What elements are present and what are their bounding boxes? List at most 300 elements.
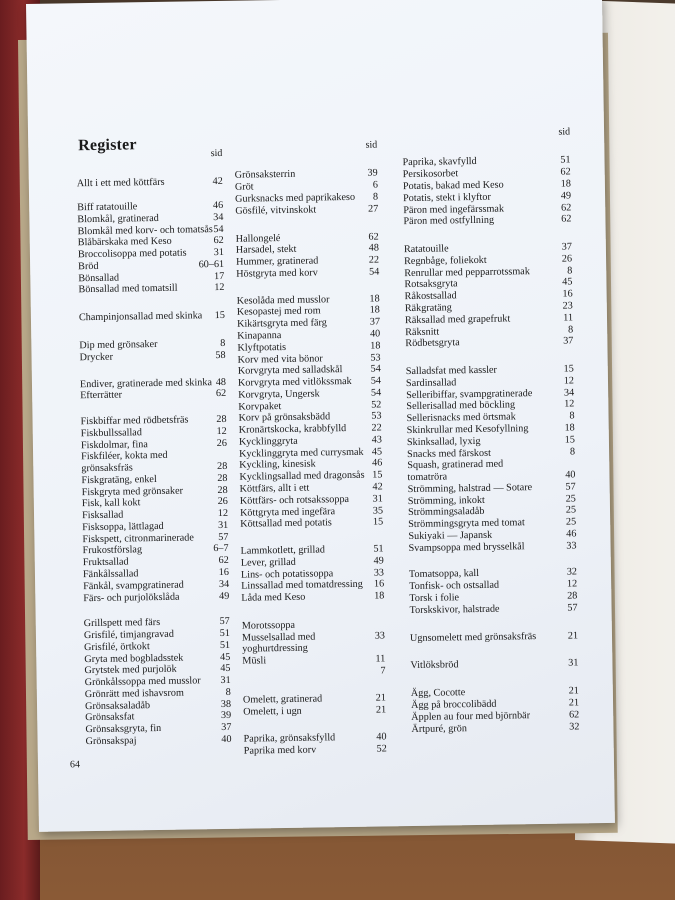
entry-title: Selleribiffar, svampgratinerade — [406, 387, 533, 401]
index-entry — [81, 496, 228, 510]
index-entry — [408, 516, 577, 531]
entry-page-number: 22 — [368, 254, 380, 266]
entry-page-number: 46 — [566, 528, 577, 540]
entry-title: Harsadel, stekt — [235, 244, 297, 257]
entry-title: Bröd — [78, 260, 99, 273]
entry-page-number: 54 — [213, 223, 224, 235]
index-entry — [84, 639, 231, 653]
index-entry — [406, 410, 575, 425]
entry-title: Hummer, gratinerad — [235, 255, 319, 268]
index-entry — [237, 340, 381, 354]
entry-page-number: 28 — [217, 472, 228, 484]
entry-page-number: 18 — [370, 340, 381, 352]
entry-title: Tomatsoppa, kall — [408, 568, 480, 581]
entry-title: Lins- och potatissoppa — [240, 567, 334, 581]
entry-title: Räksnitt — [405, 326, 440, 338]
entry-title: Sellerisnacks med örtsmak — [406, 411, 516, 425]
entry-page-number: 40 — [565, 469, 576, 481]
entry-page-number: 28 — [216, 413, 227, 426]
entry-title: Gröt — [234, 181, 254, 193]
entry-title: Korvgryta med salladskål — [237, 364, 343, 377]
entry-title: Squash, gratinerad med — [407, 458, 504, 472]
entry-page-number: 22 — [371, 422, 382, 434]
entry-title: Grönsaksfat — [85, 711, 135, 724]
index-entry — [407, 504, 577, 519]
entry-page-number: 12 — [563, 375, 575, 387]
index-entry — [240, 555, 384, 569]
entry-title: Fänkål, svampgratinerad — [83, 579, 184, 592]
entry-page-number: 6 — [372, 179, 378, 191]
index-entry — [410, 685, 579, 700]
entry-page-number: 42 — [372, 481, 383, 493]
entry-title: Kronärtskocka, krabbfylld — [238, 423, 347, 436]
entry-title: Sellerisallad med böckling — [406, 399, 516, 413]
entry-page-number: 33 — [374, 630, 386, 642]
entry-page-number: 15 — [372, 469, 383, 481]
entry-title: Ratatouille — [403, 243, 449, 256]
index-entry — [78, 310, 226, 324]
index-entry — [404, 300, 573, 315]
entry-title: Kycklingsallad med dragonsås — [239, 469, 365, 483]
index-entry — [84, 674, 231, 689]
page-title: Register — [78, 136, 137, 155]
entry-page-number: 37 — [561, 241, 572, 253]
index-entry — [408, 566, 578, 581]
entry-title: Grönsaksaladåb — [84, 699, 151, 712]
index-entry — [77, 199, 224, 214]
entry-title: Korv på grönsaksbädd — [238, 411, 331, 425]
entry-title: Grönsaksgryta, fin — [85, 723, 162, 736]
entry-title: grönsaksfräs — [81, 462, 133, 475]
entry-page-number: 57 — [219, 616, 230, 628]
index-entry — [406, 422, 575, 437]
entry-title: Endiver, gratinerade med skinka — [79, 376, 213, 390]
entry-page-number: 28 — [217, 460, 228, 473]
index-entry — [242, 643, 385, 656]
sid-label: sid — [210, 147, 223, 160]
entry-title: Bönsallad — [78, 272, 120, 284]
entry-page-number: 51 — [219, 627, 230, 640]
entry-page-number: 46 — [212, 199, 224, 212]
index-entry — [239, 481, 383, 495]
entry-page-number: 46 — [371, 457, 383, 470]
entry-page-number: 58 — [215, 349, 226, 361]
entry-title: Omelett, gratinerad — [242, 693, 323, 706]
entry-title: Renrullar med pepparrotssmak — [404, 265, 530, 279]
index-entry — [235, 242, 379, 257]
index-entry — [402, 178, 571, 193]
entry-page-number: 34 — [213, 211, 224, 223]
entry-page-number: 7 — [380, 665, 386, 677]
entry-title: Korvpaket — [238, 400, 282, 413]
entry-page-number: 54 — [370, 375, 382, 387]
entry-page-number: 8 — [567, 265, 573, 277]
entry-title: Bönsallad med tomatsill — [78, 283, 178, 296]
entry-title: Müsli — [242, 655, 267, 667]
entry-page-number: 21 — [568, 685, 579, 697]
index-entry — [410, 657, 579, 672]
entry-title: Grisfilé, timjangravad — [83, 628, 174, 642]
index-entry — [237, 363, 381, 377]
entry-page-number: 62 — [560, 166, 571, 178]
entry-title: Champinjonsallad med skinka — [78, 310, 203, 324]
entry-page-number: 33 — [566, 540, 577, 552]
index-entry — [241, 590, 385, 604]
entry-page-number: 62 — [568, 709, 580, 721]
register-page — [26, 0, 615, 832]
entry-title: Grillspett med färs — [83, 617, 161, 630]
entry-title: Potatis, stekt i klyftor — [403, 191, 491, 204]
entry-title: Gryta med bogbladsstek — [84, 652, 184, 665]
entry-page-number: 18 — [369, 304, 380, 317]
entry-page-number: 42 — [212, 176, 223, 188]
entry-title: Potatis, bakad med Keso — [402, 179, 504, 193]
entry-title: Dip med grönsaker — [79, 339, 158, 352]
entry-page-number: 21 — [568, 697, 580, 709]
entry-page-number: 31 — [372, 493, 383, 505]
index-entry — [84, 686, 231, 701]
index-entry — [236, 266, 380, 280]
entry-title: Fiskdolmar, fina — [80, 438, 148, 451]
entry-title: Päron med ostfyllning — [403, 214, 495, 228]
entry-page-number: 15 — [563, 363, 574, 375]
entry-title: Höstgryta med korv — [236, 267, 318, 280]
index-entry — [238, 410, 382, 425]
entry-title: Fänkålssallad — [82, 568, 139, 581]
entry-page-number: 62 — [215, 388, 227, 400]
entry-page-number: 53 — [370, 351, 381, 364]
entry-title: Korvgryta med vitlökssmak — [237, 375, 352, 389]
entry-title: Köttfärs, allt i ett — [239, 482, 310, 495]
entry-page-number: 39 — [220, 710, 232, 722]
entry-page-number: 62 — [368, 231, 379, 243]
entry-page-number: 28 — [217, 484, 228, 496]
entry-title: Köttgryta med ingefära — [239, 505, 336, 519]
entry-page-number: 8 — [568, 323, 574, 336]
index-entry — [409, 578, 578, 593]
index-entry — [239, 493, 383, 507]
entry-title: Efterrätter — [80, 389, 123, 402]
index-entry — [82, 555, 229, 569]
index-entry — [80, 388, 227, 402]
entry-title: Tonfisk- och ostsallad — [409, 579, 500, 593]
index-entry — [234, 167, 378, 182]
index-entry — [81, 472, 228, 487]
index-entry — [84, 698, 232, 712]
entry-page-number: 15 — [214, 310, 226, 322]
entry-title: Grönkålssoppa med musslor — [84, 675, 201, 689]
entry-page-number: 49 — [560, 190, 572, 202]
entry-page-number: 8 — [220, 337, 226, 350]
entry-title: Blåbärskaka med Keso — [77, 236, 172, 249]
entry-title: Biff ratatouille — [77, 201, 138, 214]
index-entry — [410, 697, 580, 711]
entry-title: Grönsaksterrin — [234, 169, 296, 182]
index-entry — [81, 508, 229, 522]
entry-title: Torsk i folie — [409, 592, 460, 605]
entry-page-number: 37 — [369, 316, 381, 328]
index-entry — [236, 304, 380, 319]
entry-page-number: 12 — [217, 508, 229, 520]
entry-title: Ägg, Cocotte — [410, 687, 466, 700]
entry-title: Blomkål med korv- och tomatsås — [77, 223, 213, 237]
entry-title: Regnbåge, foliekokt — [404, 254, 487, 267]
entry-title: Fiskgratäng, enkel — [81, 473, 157, 487]
entry-title: Kesopastej med rom — [236, 305, 321, 319]
entry-page-number: 45 — [220, 651, 231, 663]
index-entry — [79, 337, 226, 352]
entry-title: Köttfärs- och rotsakssoppa — [239, 493, 350, 507]
entry-page-number: 51 — [373, 543, 384, 555]
index-entry — [235, 203, 379, 217]
entry-page-number: 57 — [567, 602, 578, 614]
index-entry — [83, 627, 230, 642]
index-entry — [409, 629, 579, 644]
entry-title: Fisk, kall kokt — [81, 497, 141, 510]
entry-page-number: 27 — [367, 203, 379, 215]
index-entry — [239, 446, 383, 460]
entry-title: Kesolåda med musslor — [236, 293, 330, 307]
entry-page-number: 40 — [221, 733, 232, 745]
entry-page-number: 31 — [213, 247, 225, 259]
entry-title: Strömming, halstrad — Sotare — [407, 481, 533, 495]
index-entry — [82, 531, 229, 545]
entry-page-number: 16 — [218, 566, 230, 579]
index-entry — [85, 733, 232, 748]
entry-page-number: 16 — [562, 288, 573, 300]
entry-title: Klyftpotatis — [237, 341, 287, 354]
entry-title: Fiskspett, citronmarinerade — [82, 532, 194, 545]
index-entry — [405, 335, 574, 350]
entry-title: Kyckling, kinesisk — [239, 458, 316, 472]
entry-page-number: 16 — [373, 578, 385, 590]
entry-page-number: 21 — [375, 703, 387, 716]
entry-page-number: 31 — [220, 674, 231, 687]
index-entry — [79, 376, 227, 390]
index-entry — [85, 722, 232, 736]
entry-page-number: 37 — [563, 335, 574, 347]
entry-title: Paprika, grönsaksfylld — [243, 732, 336, 746]
entry-page-number: 57 — [218, 531, 229, 543]
entry-title: Grytstek med purjolök — [84, 664, 177, 677]
index-entry — [81, 484, 228, 498]
entry-title: Låda med Keso — [241, 591, 306, 604]
entry-title: Räksallad med grapefrukt — [404, 313, 511, 326]
entry-title: Ärtpuré, grön — [411, 722, 467, 735]
entry-page-number: 26 — [561, 253, 573, 265]
entry-title: Paprika, skavfylld — [402, 156, 477, 169]
entry-title: Fisksallad — [81, 509, 124, 522]
entry-title: Päron med ingefärssmak — [403, 203, 505, 216]
entry-page-number: 23 — [562, 300, 573, 312]
entry-title: Lammkotlett, grillad — [240, 544, 326, 557]
index-column-1 — [76, 149, 231, 751]
entry-title: Fiskbiffar med rödbetsfräs — [80, 414, 189, 428]
index-entry — [76, 176, 223, 190]
entry-page-number: 26 — [217, 496, 228, 508]
entry-page-number: 8 — [225, 686, 231, 698]
entry-page-number: 18 — [369, 293, 380, 305]
index-entry — [403, 241, 572, 256]
index-entry — [241, 578, 385, 593]
entry-title: Ugnsomelett med grönsaksfräs — [409, 630, 537, 644]
index-entry — [237, 328, 381, 342]
entry-title: Sardinsallad — [405, 377, 457, 389]
entry-title: Grönrätt med ishavsrom — [84, 687, 184, 701]
entry-title: Linssallad med tomatdressing — [241, 579, 363, 593]
entry-page-number: 49 — [373, 555, 384, 567]
entry-page-number: 8 — [569, 410, 575, 422]
entry-title: Blomkål, gratinerad — [77, 212, 159, 225]
index-entry — [77, 211, 224, 225]
entry-page-number: 6–7 — [213, 543, 229, 555]
entry-page-number: 18 — [560, 178, 571, 190]
index-column-2 — [234, 139, 387, 757]
entry-page-number: 17 — [214, 270, 225, 282]
index-entry — [237, 375, 382, 389]
entry-page-number: 62 — [560, 202, 572, 214]
entry-title: Rotsaksgryta — [404, 278, 458, 291]
entry-title: Rödbetsgryta — [405, 337, 460, 350]
index-entry — [243, 743, 387, 757]
index-entry — [235, 231, 379, 245]
entry-title: Persikosorbet — [402, 168, 459, 181]
index-entry — [82, 519, 229, 534]
index-column-3 — [402, 126, 580, 735]
index-entry — [241, 630, 386, 644]
entry-title: Drycker — [79, 351, 114, 363]
index-entry — [239, 469, 383, 483]
index-entry — [408, 528, 577, 542]
entry-title: Paprika med korv — [243, 744, 317, 757]
entry-title: Strömmingsaladåb — [407, 506, 485, 519]
entry-page-number: 45 — [220, 663, 231, 675]
index-entry — [241, 619, 385, 632]
entry-page-number: 34 — [218, 578, 230, 590]
index-entry — [239, 457, 383, 472]
entry-title: Kikärtsgryta med färg — [236, 317, 327, 330]
entry-title: Gösfilé, vitvinskokt — [235, 204, 317, 217]
entry-title: Strömmingsgryta med tomat — [408, 517, 525, 531]
index-entry — [80, 425, 227, 439]
entry-page-number: 21 — [375, 692, 387, 704]
entry-title: Hallongelé — [235, 232, 281, 245]
entry-title: Råkostsallad — [404, 290, 457, 303]
entry-title: Gurksnacks med paprikakeso — [235, 191, 356, 205]
index-entry — [235, 191, 379, 205]
entry-title: Morotssoppa — [241, 619, 296, 632]
entry-title: Vitlöksbröd — [410, 659, 459, 672]
entry-page-number: 12 — [214, 282, 225, 294]
entry-page-number: 49 — [219, 590, 230, 602]
index-entry — [84, 663, 231, 677]
entry-page-number: 12 — [566, 578, 578, 590]
entry-title: Fiskfiléer, kokta med — [81, 450, 168, 463]
entry-page-number: 28 — [567, 590, 578, 602]
index-entry — [77, 247, 225, 261]
index-entry — [236, 293, 380, 307]
entry-page-number: 48 — [368, 242, 379, 255]
entry-page-number: 51 — [219, 639, 231, 651]
entry-page-number: 33 — [373, 567, 385, 579]
index-entry — [238, 422, 382, 436]
entry-page-number: 18 — [374, 590, 385, 602]
index-entry — [403, 213, 572, 228]
entry-title: tomatröra — [407, 471, 448, 484]
entry-page-number: 52 — [376, 743, 387, 755]
entry-title: Svampsoppa med brysselkål — [408, 540, 525, 554]
entry-page-number: 15 — [564, 434, 575, 446]
entry-page-number: 12 — [216, 425, 227, 437]
page-number: 64 — [69, 759, 81, 771]
entry-page-number: 45 — [562, 276, 573, 289]
index-entry — [240, 567, 385, 581]
entry-title: Salladsfat med kassler — [405, 364, 498, 378]
index-entry — [85, 710, 232, 724]
entry-page-number: 11 — [563, 312, 574, 324]
index-entry — [242, 692, 387, 706]
index-entry — [78, 282, 225, 296]
entry-page-number: 54 — [368, 266, 380, 278]
index-entry — [242, 653, 386, 667]
entry-page-number: 21 — [567, 629, 579, 642]
entry-page-number: 53 — [371, 410, 382, 422]
entry-page-number: 25 — [565, 516, 577, 528]
entry-title: Strömming, inkokt — [407, 494, 485, 507]
entry-page-number: 54 — [370, 387, 382, 399]
entry-title: Ägg på broccolibädd — [410, 698, 497, 711]
entry-page-number: 62 — [561, 213, 572, 225]
entry-title: Sukiyaki — Japansk — [408, 529, 493, 542]
entry-title: Omelett, i ugn — [243, 705, 302, 718]
index-entry — [240, 516, 384, 530]
index-entry — [402, 154, 571, 169]
entry-page-number: 57 — [565, 481, 576, 493]
entry-title: Kycklinggryta — [238, 435, 298, 448]
index-entry — [81, 460, 228, 475]
entry-title: Kinapanna — [237, 329, 282, 342]
index-entry — [402, 166, 571, 181]
entry-page-number: 32 — [566, 566, 578, 578]
entry-title: Allt i ett med köttfärs — [76, 177, 165, 190]
index-entry — [79, 349, 226, 363]
entry-title: Grönsakspaj — [85, 735, 137, 748]
index-entry — [406, 398, 575, 413]
entry-page-number: 48 — [215, 376, 227, 388]
entry-page-number: 35 — [372, 504, 384, 517]
entry-title: Lever, grillad — [240, 556, 296, 569]
index-entry — [235, 254, 380, 268]
entry-page-number: 25 — [565, 504, 577, 516]
index-entry — [405, 363, 574, 378]
entry-title: Skinkrullar med Kesofyllning — [406, 423, 529, 437]
index-entry — [83, 616, 230, 630]
index-entry — [82, 566, 230, 581]
entry-page-number: 18 — [564, 422, 575, 434]
entry-title: Fiskgryta med grönsaker — [81, 485, 184, 498]
entry-page-number: 62 — [218, 555, 229, 567]
entry-page-number: 40 — [369, 328, 381, 340]
entry-page-number: 39 — [367, 167, 378, 180]
index-entry — [82, 543, 229, 557]
entry-title: Grisfilé, örtkokt — [84, 640, 150, 653]
entry-title: Torskskivor, halstrade — [409, 603, 500, 616]
index-entry — [238, 387, 382, 401]
entry-page-number: 32 — [569, 720, 580, 733]
entry-page-number: 51 — [560, 154, 571, 167]
entry-title: Snacks med färskost — [407, 447, 491, 460]
entry-page-number: 62 — [213, 235, 224, 247]
